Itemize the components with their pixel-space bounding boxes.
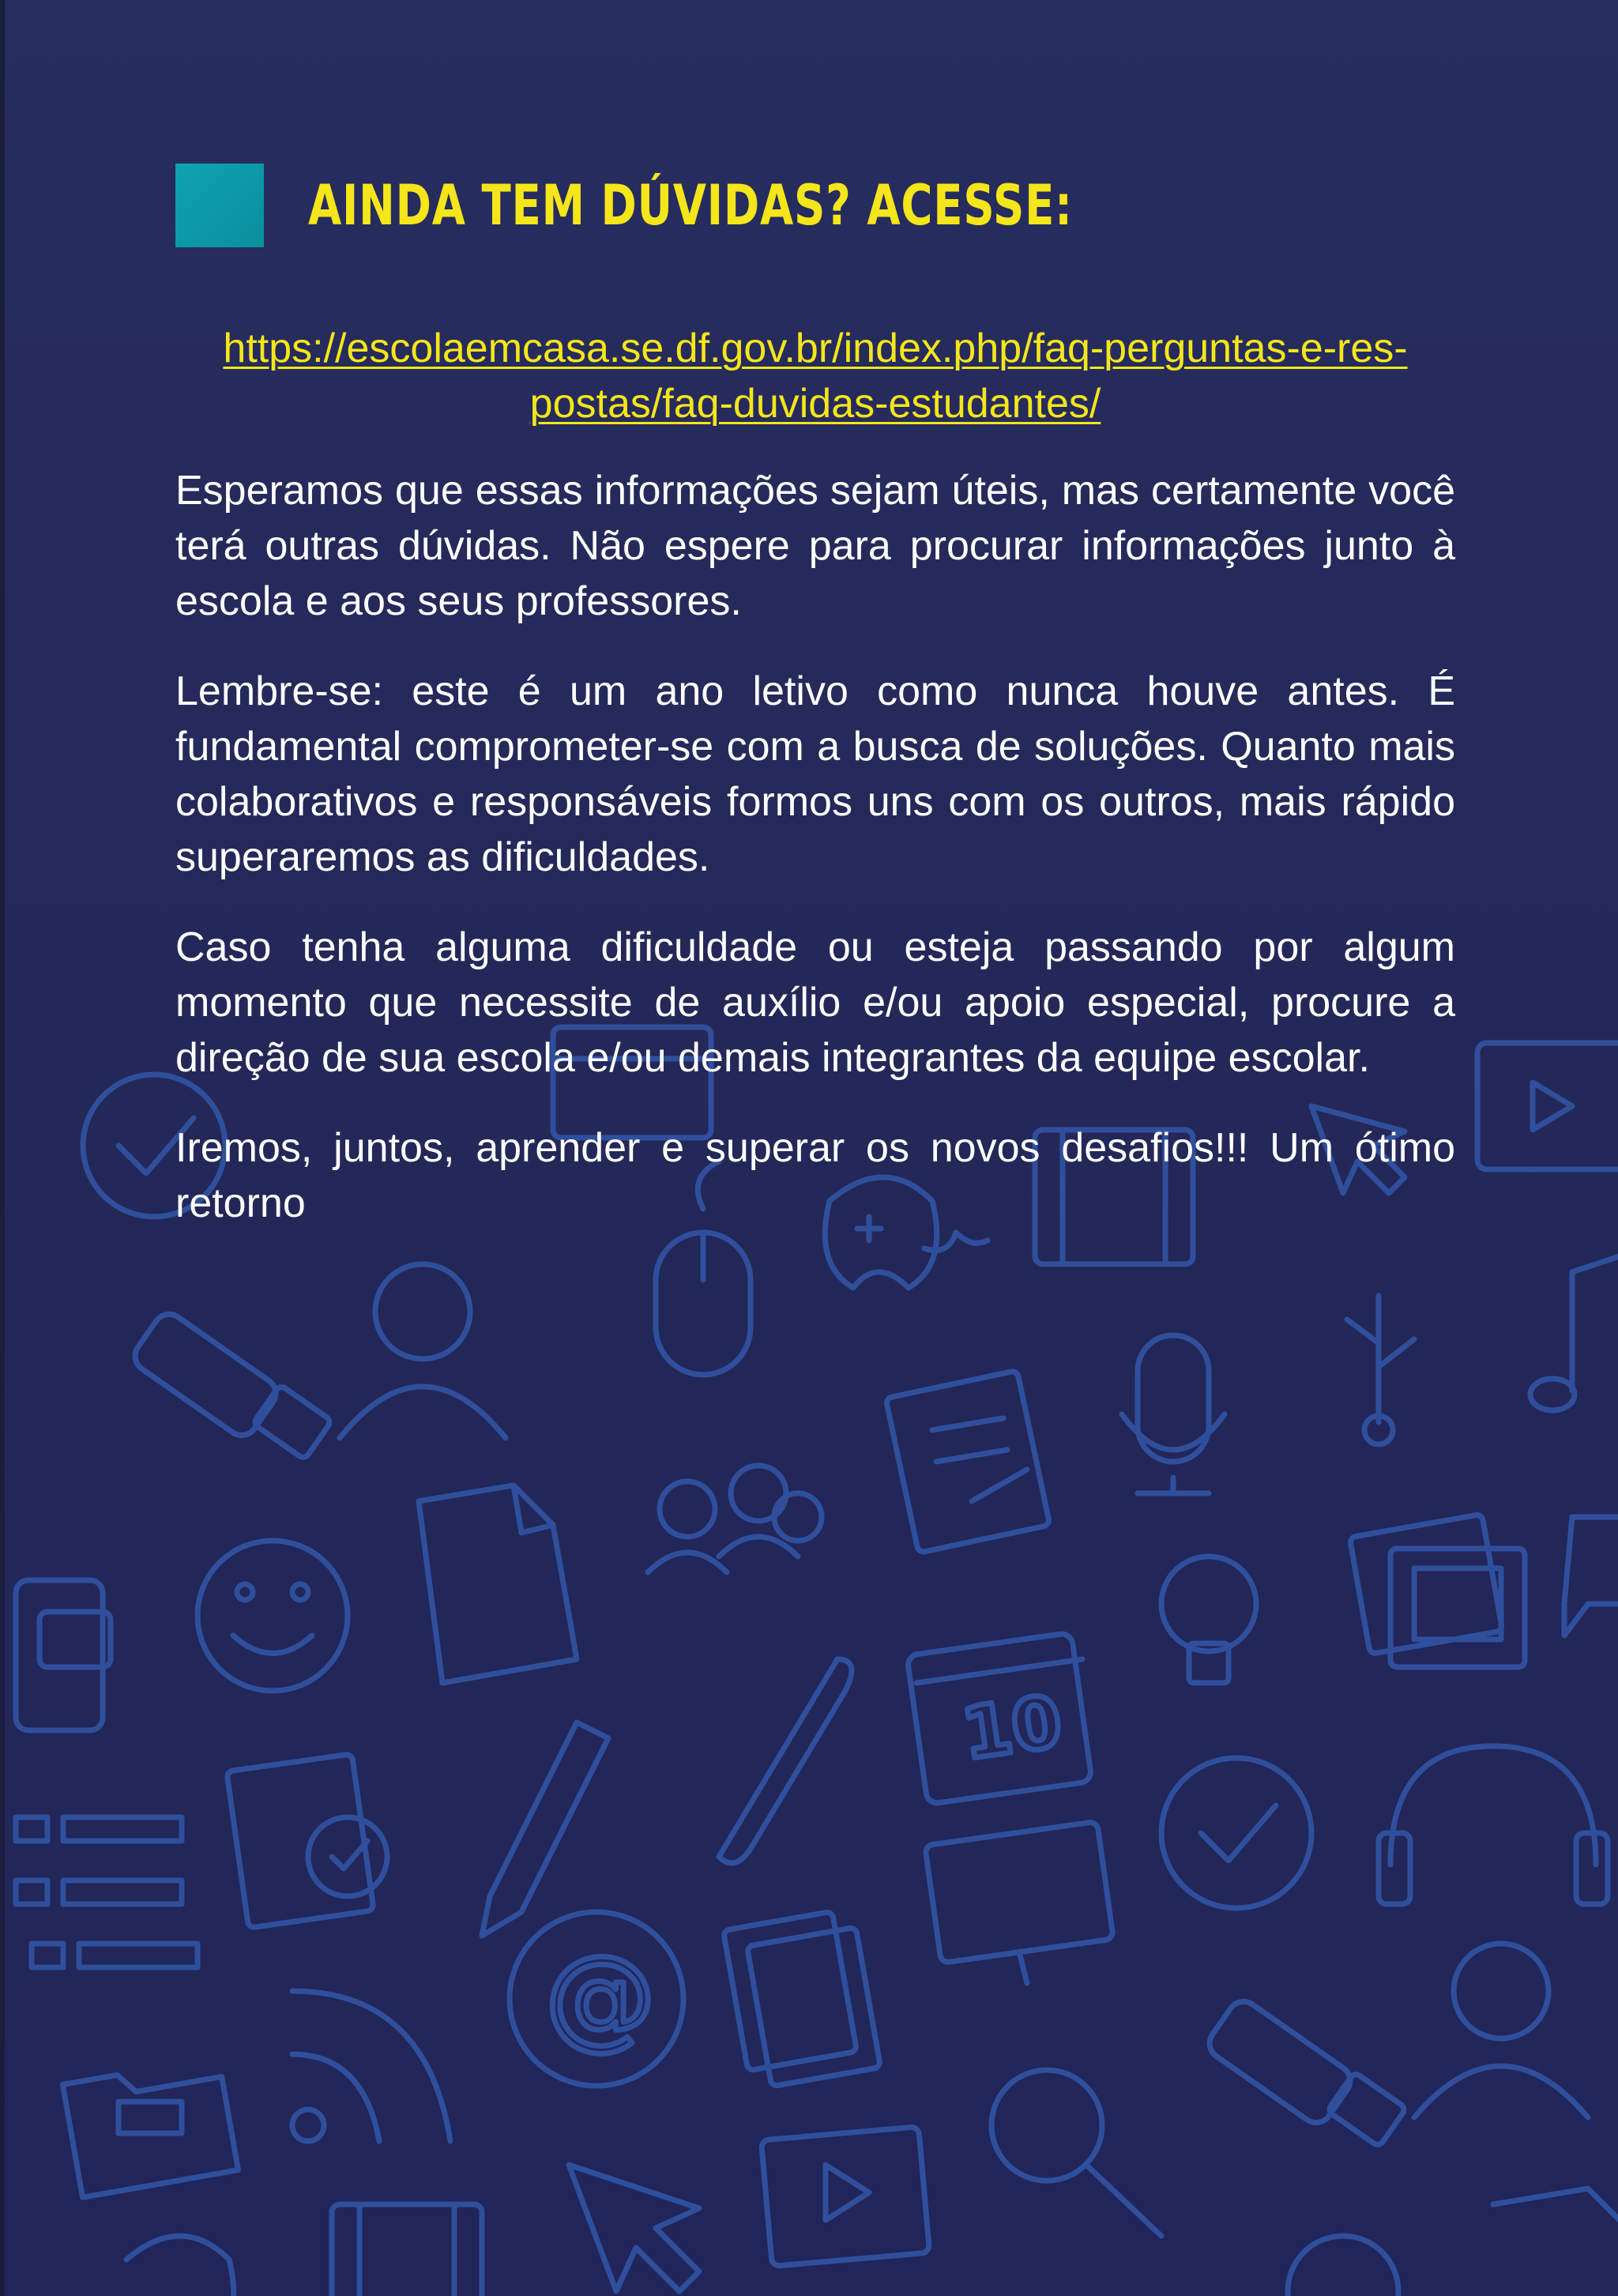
document-check-icon	[227, 1754, 387, 1928]
folder-icon	[62, 2057, 238, 2198]
faq-link-line-1[interactable]: https://escolaemcasa.se.df.gov.br/index.php/faq-perguntas-e-res-	[223, 326, 1408, 371]
file-icon	[419, 1485, 577, 1683]
monitor-icon	[925, 1821, 1114, 1983]
user-icon	[340, 1264, 506, 1438]
photos-icon	[1349, 1514, 1525, 1667]
smiley-icon-2	[1288, 2236, 1398, 2296]
paragraph-info: Esperamos que essas informações sejam úteis, mas certamente você terá outras dúvidas. Não espere para procurar informações junto à escola e aos seus professores.	[175, 468, 1455, 624]
pencil-icon	[482, 1722, 608, 1936]
file-icon-2	[1493, 2189, 1618, 2296]
accent-square	[175, 164, 264, 247]
calendar-number: 10	[957, 1680, 1067, 1776]
at-sign-symbol: @	[545, 1933, 656, 2061]
speech-bubble-icon	[1564, 1517, 1618, 1635]
section-header	[175, 164, 1289, 247]
headphones-icon	[1379, 1746, 1608, 1904]
magnifier-icon	[991, 2070, 1161, 2236]
cursor-icon-2	[569, 2165, 699, 2291]
paragraph-support: Caso tenha alguma dificuldade ou esteja passando por algum momento que necessite de auxílio e/ou apoio especial, procure a direção de sua escola e/ou demais integrantes da equipe escolar.	[175, 924, 1455, 1081]
usb-drive-icon	[129, 1308, 332, 1460]
music-note-icon	[1530, 1256, 1618, 1410]
usb-drive-icon-2	[1203, 1996, 1406, 2147]
paintbrush-icon	[719, 1659, 852, 1863]
video-player-icon	[1477, 1043, 1618, 1169]
files-icon	[723, 1911, 880, 2087]
microphone-icon	[1122, 1335, 1225, 1493]
usb-symbol-icon	[1347, 1296, 1414, 1444]
at-sign-icon	[510, 1912, 683, 2086]
lightbulb-icon	[1161, 1556, 1256, 1683]
clapperboard-icon	[761, 2127, 929, 2267]
faq-link[interactable]	[175, 321, 1455, 431]
paragraph-closing: Iremos, juntos, aprender e superar os novos desafios!!! Um ótimo retorno	[175, 1125, 1455, 1226]
user-icon-2	[1414, 1944, 1588, 2117]
list-icon	[16, 1817, 198, 1967]
calendar-icon	[907, 1632, 1092, 1804]
page-title: AINDA TEM DÚVIDAS? ACESSE:	[308, 173, 1073, 238]
phone-chat-icon	[16, 1580, 111, 1730]
rss-icon	[292, 1991, 450, 2141]
faq-link-line-2[interactable]: postas/faq-duvidas-estudantes/	[529, 381, 1101, 427]
film-strip-icon-2	[332, 2204, 482, 2296]
smiley-icon	[198, 1541, 348, 1691]
document-edit-icon	[886, 1371, 1050, 1553]
users-group-icon	[648, 1466, 822, 1572]
check-circle-large-icon	[1161, 1758, 1311, 1908]
gamepad-icon-2	[126, 2236, 234, 2296]
paragraph-reminder: Lembre-se: este é um ano letivo como nunca houve antes. É fundamental comprometer-se com a busca de soluções. Quanto mais colaborativos e responsáveis formos uns com os outros, mais rápido superaremos as dificuldades.	[175, 668, 1455, 880]
